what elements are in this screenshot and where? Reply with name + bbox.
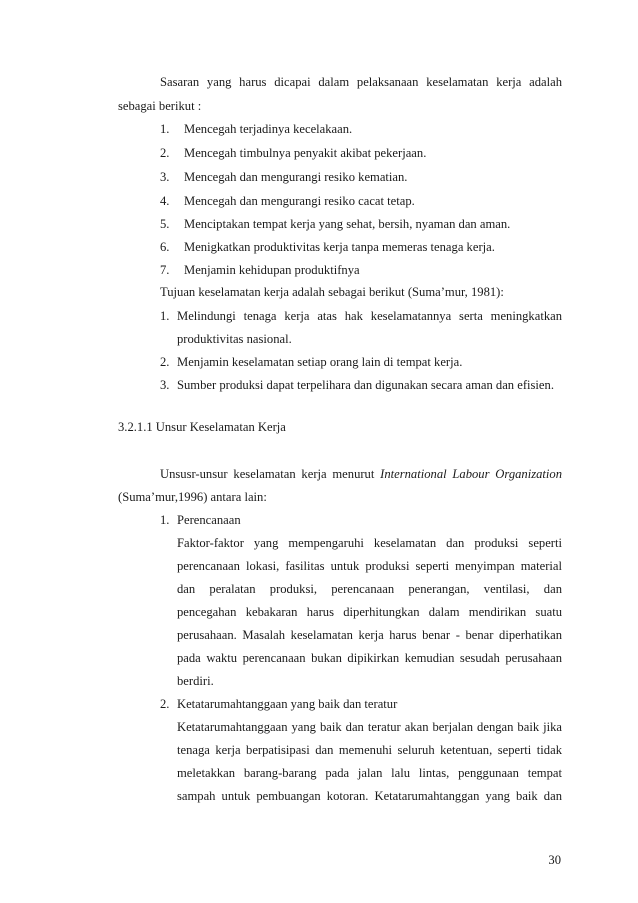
paragraph-line: sampah untuk pembuangan kotoran. Ketatarumahtanggan yang baik dan xyxy=(177,789,562,803)
paragraph-line: perencanaan lokasi, fasilitas untuk produksi seperti menyimpan material xyxy=(177,559,562,573)
list-number: 1. xyxy=(160,122,170,136)
item-heading xyxy=(160,696,397,712)
paragraph-line: perusahaan. Masalah keselamatan kerja harus benar - benar diperhatikan xyxy=(177,628,562,642)
list-item xyxy=(160,239,495,255)
paragraph-line: dan peralatan produksi, perencanaan penerangan, ventilasi, dan xyxy=(177,582,562,596)
list-text: Menjamin kehidupan produktifnya xyxy=(184,263,360,277)
section-intro-line-1 xyxy=(160,466,562,482)
paragraph-line: pencegahan kebakaran harus diperhitungkan dalam mendirikan suatu xyxy=(177,605,562,619)
list-item xyxy=(160,354,462,370)
list-number: 5. xyxy=(160,217,170,231)
list-item xyxy=(160,121,352,137)
list-number: 2. xyxy=(160,355,170,369)
list-text: Menjamin keselamatan setiap orang lain di tempat kerja. xyxy=(177,355,463,369)
list-text: Menciptakan tempat kerja yang sehat, bersih, nyaman dan aman. xyxy=(184,217,511,231)
item-title: Perencanaan xyxy=(177,513,241,527)
paragraph-line: tenaga kerja berpatisipasi dan memenuhi seluruh ketentuan, seperti tidak xyxy=(177,743,562,757)
list-number: 1. xyxy=(160,309,170,323)
list-number: 6. xyxy=(160,240,170,254)
list-number: 2. xyxy=(160,146,170,160)
intro-line-1: Sasaran yang harus dicapai dalam pelaksanaan keselamatan kerja adalah xyxy=(160,75,562,89)
list-text: Mencegah dan mengurangi resiko cacat tetap. xyxy=(184,194,415,208)
list-item xyxy=(160,262,360,278)
tujuan-intro: Tujuan keselamatan kerja adalah sebagai berikut (Suma’mur, 1981): xyxy=(160,285,504,299)
paragraph-line: berdiri. xyxy=(177,674,214,688)
paragraph-line: meletakkan barang-barang pada jalan lalu lintas, penggunaan tempat xyxy=(177,766,562,780)
list-text: Mencegah terjadinya kecelakaan. xyxy=(184,122,353,136)
list-text: Sumber produksi dapat terpelihara dan digunakan secara aman dan efisien. xyxy=(177,378,554,392)
section-intro-text: Unsusr-unsur keselamatan kerja menurut xyxy=(160,467,375,481)
section-heading: 3.2.1.1 Unsur Keselamatan Kerja xyxy=(118,420,286,434)
list-number: 3. xyxy=(160,378,170,392)
list-number: 1. xyxy=(160,513,170,527)
list-text: Mencegah timbulnya penyakit akibat pekerjaan. xyxy=(184,146,427,160)
paragraph-line: Faktor-faktor yang mempengaruhi keselamatan dan produksi seperti xyxy=(177,536,562,550)
list-item xyxy=(160,308,562,324)
paragraph-line: Ketatarumahtanggaan yang baik dan teratur akan berjalan dengan baik jika xyxy=(177,720,562,734)
list-number: 7. xyxy=(160,263,170,277)
list-text: Menigkatkan produktivitas kerja tanpa memeras tenaga kerja. xyxy=(184,240,495,254)
item-title: Ketatarumahtanggaan yang baik dan teratur xyxy=(177,697,398,711)
list-text-continued: produktivitas nasional. xyxy=(177,332,292,346)
list-item xyxy=(160,216,510,232)
intro-line-2: sebagai berikut : xyxy=(118,99,202,113)
paragraph-line: pada waktu perencanaan bukan dipikirkan kemudian sesudah perusahaan xyxy=(177,651,562,665)
list-text: Melindungi tenaga kerja atas hak keselamatannya serta meningkatkan xyxy=(177,309,562,323)
section-intro-italic: International Labour Organization xyxy=(380,467,562,481)
list-number: 3. xyxy=(160,170,170,184)
section-intro-line-2: (Suma’mur,1996) antara lain: xyxy=(118,490,267,504)
list-item xyxy=(160,169,407,185)
list-item xyxy=(160,193,415,209)
list-number: 2. xyxy=(160,697,170,711)
list-text: Mencegah dan mengurangi resiko kematian. xyxy=(184,170,408,184)
list-item xyxy=(160,377,554,393)
list-number: 4. xyxy=(160,194,170,208)
item-heading xyxy=(160,512,241,528)
list-item xyxy=(160,145,426,161)
page-number: 30 xyxy=(548,853,561,867)
